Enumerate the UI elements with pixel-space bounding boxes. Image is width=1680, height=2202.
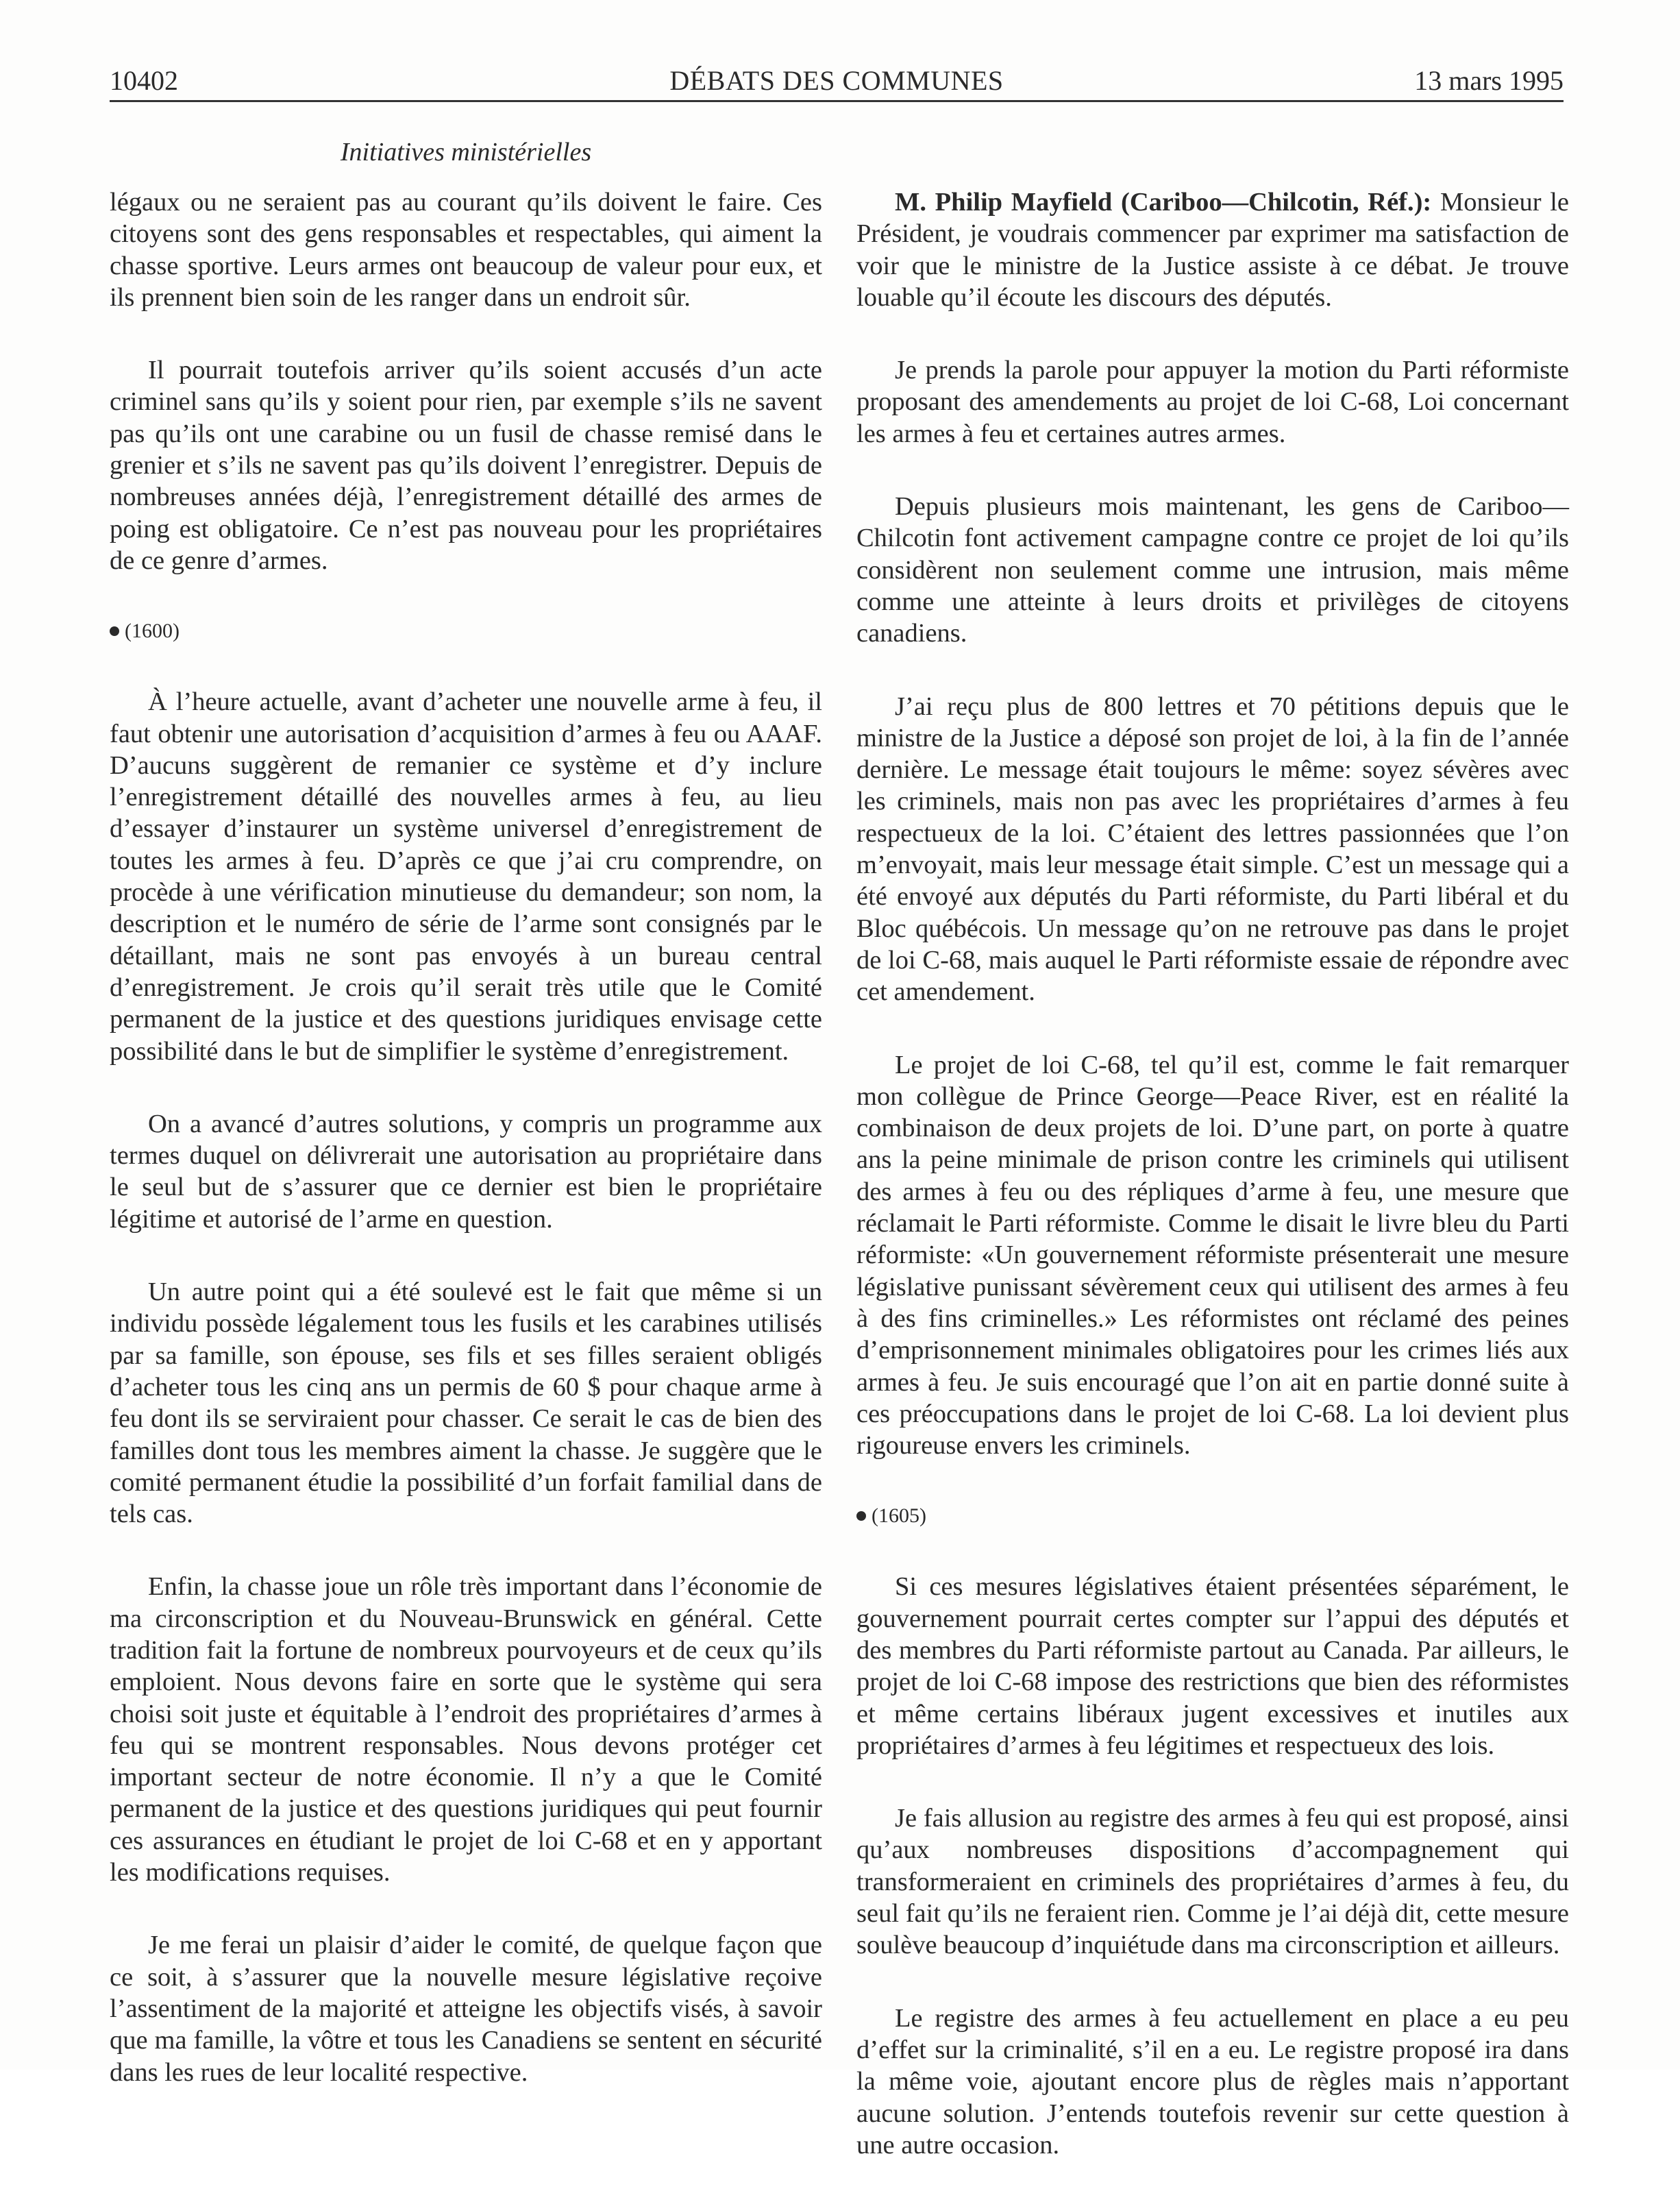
paragraph: Depuis plusieurs mois maintenant, les gens de Cariboo—Chilcotin font activement campagne contre ce projet de loi qu’ils considèrent non seulement comme une intrusion, mais même comme une atteinte à leurs droits et privilèges de citoyens canadiens. xyxy=(856,492,1569,648)
paragraph: Enfin, la chasse joue un rôle très important dans l’économie de ma circonscription et du Nouveau-Brunswick en général. Cette tradition fait la fortune de nombreux pourvoyeurs et de ceux qu’ils emploient. Nous devons faire en sorte que le système qui sera choisi soit juste et équitable à l’endroit des propriétaires d’armes à feu qui se montrent responsables. Nous devons protéger cet important secteur de notre économie. Il n’y a que le Comité permanent de la justice et des questions juridiques qui peut fournir ces assurances en étudiant le projet de loi C-68 et en y apportant les modifications requises. xyxy=(110,1572,822,1887)
paragraph: Je prends la parole pour appuyer la motion du Parti réformiste proposant des amendements au projet de loi C-68, Loi concernant les armes à feu et certaines autres armes. xyxy=(856,356,1569,448)
paragraph: J’ai reçu plus de 800 lettres et 70 pétitions depuis que le ministre de la Justice a déposé son projet de loi, à la fin de l’année dernière. Le message était toujours le même: soyez sévères avec les criminels, mais non pas avec les propriétaires d’armes à feu respectueux de la loi. C’étaient des lettres passionnées que l’on m’envoyait, mais leur message était simple. C’est un message qui a été envoyé aux députés du Parti réformiste, du Parti libéral et du Bloc québécois. Un message qu’on ne retrouve pas dans le projet de loi C-68, mais auquel le Parti réformiste essaie de répondre avec cet amendement. xyxy=(856,692,1569,1007)
bullet-icon xyxy=(110,626,119,636)
paragraph: légaux ou ne seraient pas au courant qu’ils doivent le faire. Ces citoyens sont des gens responsables et respectables, qui aiment la chasse sportive. Leurs armes ont beaucoup de valeur pour eux, et ils prennent bien soin de les ranger dans un endroit sûr. xyxy=(110,188,822,312)
paragraph: Le registre des armes à feu actuellement en place a eu peu d’effet sur la criminalité, s’il en a eu. Le registre proposé ira dans la même voie, ajoutant encore plus de règles mais n’apportant aucune solution. J’entends toutefois revenir sur cette question à une autre occasion. xyxy=(856,2003,1569,2160)
time-marker xyxy=(110,617,822,645)
paragraph: Le projet de loi C-68, tel qu’il est, comme le fait remarquer mon collègue de Prince George—Peace River, est en réalité la combinaison de deux projets de loi. D’une part, on porte à quatre ans la peine minimale de prison contre les criminels qui utilisent des armes à feu ou des répliques d’arme à feu, une mesure que réclamait le Parti réformiste. Comme le disait le livre bleu du Parti réformiste: «Un gouvernement réformiste présenterait une mesure législative punissant sévèrement ceux qui utilisent des armes à feu à des fins criminelles.» Les réformistes ont réclamé des peines d’emprisonnement minimales obligatoires pour les crimes liés aux armes à feu. Je suis encouragé que l’on ait en partie donné suite à ces préoccupations dans le projet de loi C-68. La loi devient plus rigoureuse envers les criminels. xyxy=(856,1050,1569,1460)
paragraph: Il pourrait toutefois arriver qu’ils soient accusés d’un acte criminel sans qu’ils y soient pour rien, par exemple s’ils ne savent pas qu’ils ont une carabine ou un fusil de chasse remisé dans le grenier et s’ils ne savent pas qu’ils doivent l’enregistrer. Depuis de nombreuses années déjà, l’enregistrement détaillé des armes de poing est obligatoire. Ce n’est pas nouveau pour les propriétaires de ce genre d’armes. xyxy=(110,356,822,575)
speaker-paragraph xyxy=(856,186,1569,313)
speaker-text: Monsieur le Président, je voudrais commencer par exprimer ma satisfaction de voir que le ministre de la Justice assiste à ce débat. Je trouve louable qu’il écoute les discours des députés. xyxy=(856,188,1570,312)
bullet-icon xyxy=(856,1511,866,1521)
header-rule xyxy=(110,100,1564,102)
time-marker xyxy=(856,1502,1569,1530)
issue-date: 13 mars 1995 xyxy=(1414,65,1564,96)
speaker-name: M. Philip Mayfield (Cariboo—Chilcotin, Réf.): xyxy=(895,188,1432,217)
paragraph: Je fais allusion au registre des armes à feu qui est proposé, ainsi qu’aux nombreuses dispositions d’accompagnement qui transformeraient en criminels des propriétaires d’armes à feu, du seul fait qu’ils ne feraient rien. Comme je l’ai déjà dit, cette mesure soulève beaucoup d’inquiétude dans ma circonscription et ailleurs. xyxy=(856,1804,1569,1960)
time-marker-text: (1600) xyxy=(125,620,180,643)
paragraph: À l’heure actuelle, avant d’acheter une nouvelle arme à feu, il faut obtenir une autorisation d’acquisition d’armes à feu ou AAAF. D’aucuns suggèrent de remanier ce système et d’y inclure l’enregistrement détaillé des nouvelles armes à feu, au lieu d’essayer d’instaurer un système universel d’enregistrement de toutes les armes à feu. D’après ce que j’ai cru comprendre, on procède à une vérification minutieuse du demandeur; son nom, la description et le numéro de série de l’arme sont consignés par le détaillant, mais ne sont pas envoyés à un bureau central d’enregistrement. Je crois qu’il serait très utile que le Comité permanent de la justice et des questions juridiques envisage cette possibilité dans le but de simplifier le système d’enregistrement. xyxy=(110,687,822,1066)
section-title: Initiatives ministérielles xyxy=(340,138,592,167)
paragraph: On a avancé d’autres solutions, y compris un programme aux termes duquel on délivrerait une autorisation au propriétaire dans le seul but de s’assurer que ce dernier est bien le propriétaire légitime et autorisé de l’arme en question. xyxy=(110,1109,822,1234)
page-header xyxy=(110,60,1564,101)
journal-title: DÉBATS DES COMMUNES xyxy=(669,65,1004,96)
paragraph: Un autre point qui a été soulevé est le fait que même si un individu possède légalement tous les fusils et les carabines utilisés par sa famille, son épouse, ses fils et ses filles seraient obligés d’acheter tous les cinq ans un permis de 60 $ pour chaque arme à feu dont ils se serviraient pour chasser. Ce serait le cas de bien des familles dont tous les membres aiment la chasse. Je suggère que le comité permanent étudie la possibilité d’un forfait familial dans de tels cas. xyxy=(110,1277,822,1529)
left-column xyxy=(110,186,822,2129)
paragraph: Si ces mesures législatives étaient présentées séparément, le gouvernement pourrait certes compter sur l’appui des députés et des membres du Parti réformiste partout au Canada. Par ailleurs, le projet de loi C-68 impose des restrictions que bien des réformistes et même certains libéraux jugent excessives et inutiles aux propriétaires d’armes à feu légitimes et respectueux des lois. xyxy=(856,1572,1569,1760)
right-column xyxy=(856,186,1569,2202)
page-number: 10402 xyxy=(110,65,178,96)
paragraph: Je me ferai un plaisir d’aider le comité, de quelque façon que ce soit, à s’assurer que la nouvelle mesure législative reçoive l’assentiment de la majorité et atteigne les objectifs visés, à savoir que ma famille, la vôtre et tous les Canadiens se sentent en sécurité dans les rues de leur localité respective. xyxy=(110,1931,822,2087)
time-marker-text: (1605) xyxy=(872,1504,926,1528)
